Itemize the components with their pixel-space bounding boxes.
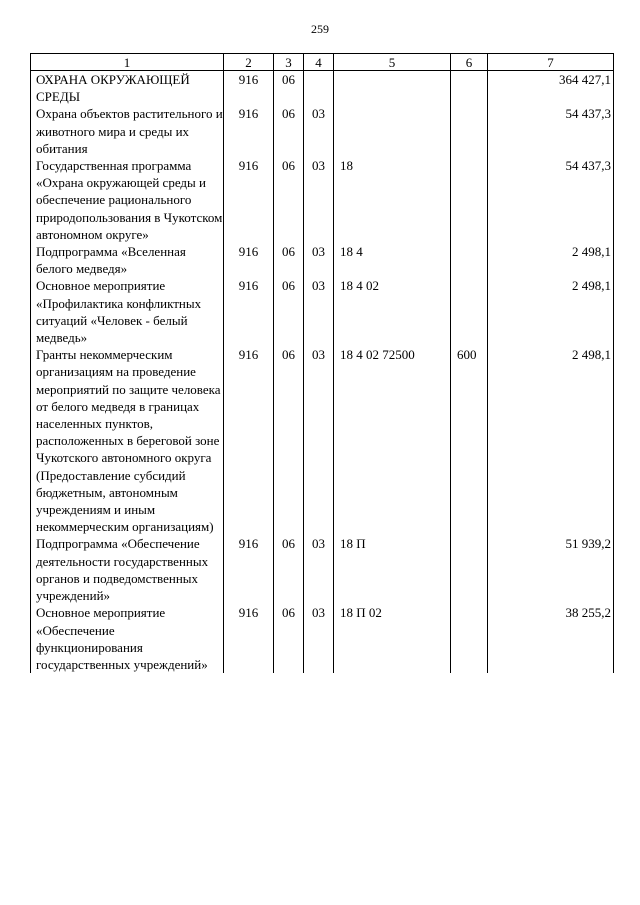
cell-col6	[451, 277, 488, 346]
cell-col5: 18 4 02 72500	[334, 346, 451, 535]
row-name: Основное мероприятие «Профилактика конфликтных ситуаций «Человек - белый медведь»	[31, 277, 224, 346]
row-name: Подпрограмма «Вселенная белого медведя»	[31, 243, 224, 277]
cell-col3: 06	[274, 277, 304, 346]
column-number-header	[31, 54, 614, 71]
table-row	[31, 71, 614, 106]
table-row	[31, 346, 614, 535]
table-row	[31, 243, 614, 277]
cell-col6	[451, 243, 488, 277]
cell-col4: 03	[304, 277, 334, 346]
cell-col6	[451, 71, 488, 106]
cell-col3: 06	[274, 604, 304, 673]
cell-col2: 916	[224, 71, 274, 106]
budget-table	[30, 53, 614, 673]
cell-col4	[304, 71, 334, 106]
cell-amount: 2 498,1	[488, 243, 614, 277]
cell-col6	[451, 535, 488, 604]
cell-col4: 03	[304, 243, 334, 277]
cell-col2: 916	[224, 535, 274, 604]
column-header: 5	[334, 54, 451, 71]
cell-col5	[334, 71, 451, 106]
cell-col2: 916	[224, 604, 274, 673]
cell-col6	[451, 105, 488, 157]
cell-col2: 916	[224, 277, 274, 346]
row-name: Гранты некоммерческим организациям на проведение мероприятий по защите человека от белого медведя в границах населенных пунктов, расположенных в береговой зоне Чукотского автономного округа (Предоставление субсидий бюджетным, автономным учреждениям и иным некоммерческим организациям)	[31, 346, 224, 535]
column-header: 1	[31, 54, 224, 71]
cell-col4: 03	[304, 535, 334, 604]
table-row	[31, 105, 614, 157]
cell-col2: 916	[224, 157, 274, 243]
cell-col4: 03	[304, 105, 334, 157]
row-name: ОХРАНА ОКРУЖАЮЩЕЙ СРЕДЫ	[31, 71, 224, 106]
row-name: Основное мероприятие «Обеспечение функционирования государственных учреждений»	[31, 604, 224, 673]
column-header: 2	[224, 54, 274, 71]
cell-col2: 916	[224, 105, 274, 157]
cell-amount: 38 255,2	[488, 604, 614, 673]
cell-col3: 06	[274, 243, 304, 277]
row-name: Охрана объектов растительного и животного мира и среды их обитания	[31, 105, 224, 157]
cell-amount: 54 437,3	[488, 157, 614, 243]
cell-col3: 06	[274, 346, 304, 535]
table-row	[31, 535, 614, 604]
cell-col5: 18	[334, 157, 451, 243]
cell-col6	[451, 604, 488, 673]
cell-amount: 54 437,3	[488, 105, 614, 157]
table-row	[31, 157, 614, 243]
cell-col6	[451, 157, 488, 243]
cell-col3: 06	[274, 535, 304, 604]
cell-amount: 364 427,1	[488, 71, 614, 106]
column-header: 7	[488, 54, 614, 71]
column-header: 6	[451, 54, 488, 71]
cell-col3: 06	[274, 105, 304, 157]
page-number: 259	[311, 22, 329, 36]
cell-amount: 2 498,1	[488, 277, 614, 346]
table-row	[31, 604, 614, 673]
column-header: 3	[274, 54, 304, 71]
row-name: Подпрограмма «Обеспечение деятельности государственных органов и подведомственных учреждений»	[31, 535, 224, 604]
cell-amount: 51 939,2	[488, 535, 614, 604]
table-row	[31, 277, 614, 346]
cell-amount: 2 498,1	[488, 346, 614, 535]
cell-col5: 18 П 02	[334, 604, 451, 673]
cell-col3: 06	[274, 157, 304, 243]
cell-col4: 03	[304, 346, 334, 535]
cell-col4: 03	[304, 157, 334, 243]
column-header: 4	[304, 54, 334, 71]
cell-col2: 916	[224, 243, 274, 277]
cell-col5: 18 4	[334, 243, 451, 277]
row-name: Государственная программа «Охрана окружающей среды и обеспечение рационального природопользования в Чукотском автономном округе»	[31, 157, 224, 243]
cell-col4: 03	[304, 604, 334, 673]
cell-col5	[334, 105, 451, 157]
cell-col5: 18 П	[334, 535, 451, 604]
cell-col2: 916	[224, 346, 274, 535]
cell-col3: 06	[274, 71, 304, 106]
cell-col6: 600	[451, 346, 488, 535]
cell-col5: 18 4 02	[334, 277, 451, 346]
